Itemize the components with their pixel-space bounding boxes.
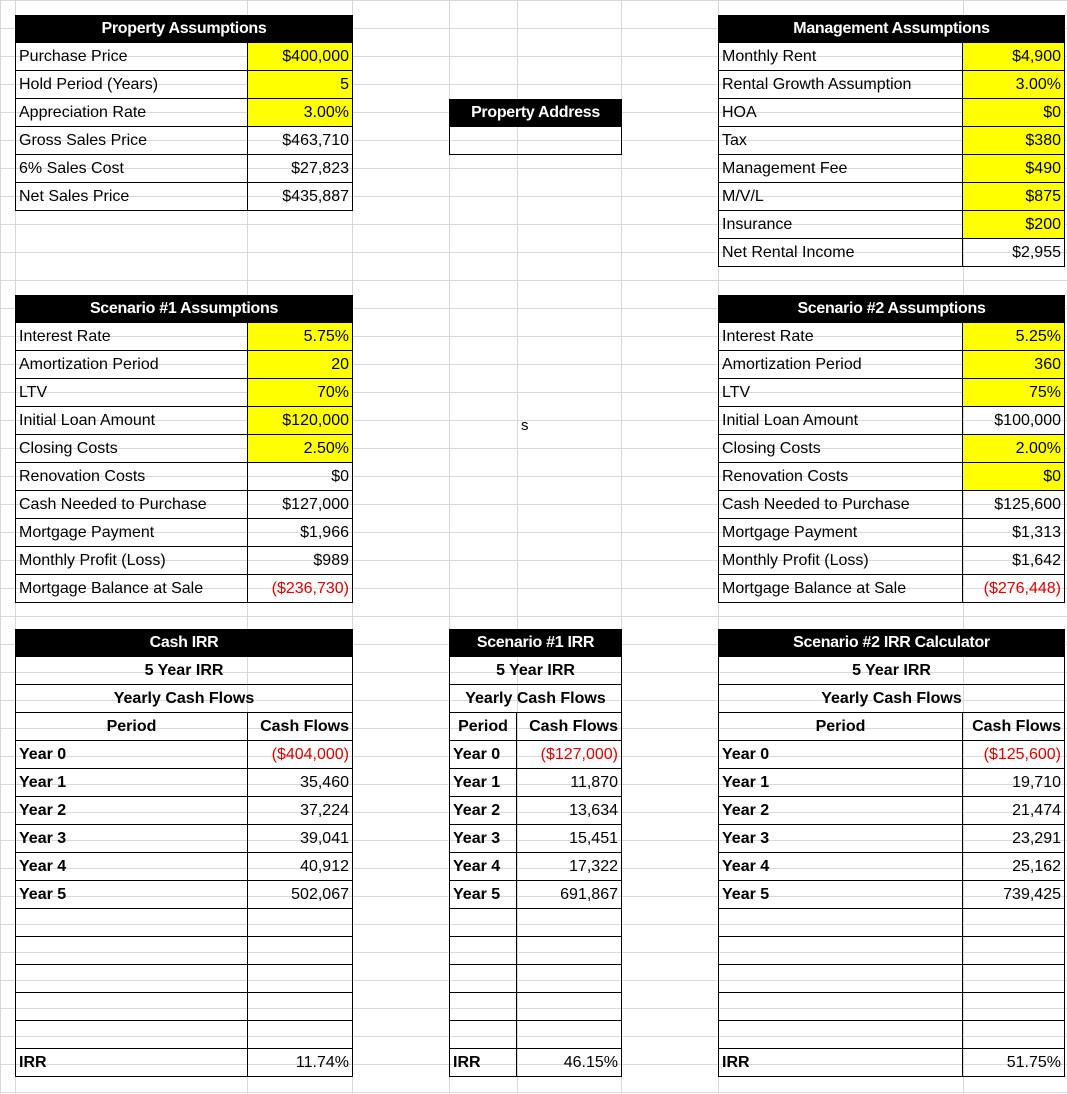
management-assumptions-row: [718, 155, 1065, 183]
input-cell[interactable]: $200: [963, 211, 1065, 239]
cash-flow-cell[interactable]: 39,041: [248, 825, 353, 853]
input-cell[interactable]: 2.50%: [248, 435, 353, 463]
scenario1-assumptions-row: [15, 351, 353, 379]
input-cell[interactable]: 3.00%: [963, 71, 1065, 99]
empty-cell[interactable]: [718, 1021, 963, 1049]
input-cell[interactable]: 360: [963, 351, 1065, 379]
row-label: Mortgage Payment: [718, 519, 963, 547]
scenario2-assumptions-row: [718, 435, 1065, 463]
empty-row: [718, 1021, 1065, 1049]
row-label: Monthly Profit (Loss): [718, 547, 963, 575]
empty-row: [15, 937, 353, 965]
property-assumptions-header: Property Assumptions: [15, 15, 353, 43]
cash-flow-cell[interactable]: 11,870: [517, 769, 622, 797]
empty-cell[interactable]: [449, 937, 517, 965]
row-label: LTV: [718, 379, 963, 407]
empty-cell[interactable]: [517, 993, 622, 1021]
empty-row: [449, 1021, 622, 1049]
col-cash-flows-header: Cash Flows: [963, 713, 1065, 741]
empty-row: [449, 909, 622, 937]
row-label: Mortgage Payment: [15, 519, 248, 547]
cash-flow-row: [718, 741, 1065, 769]
period-cell: Year 1: [718, 769, 963, 797]
cash-flow-row: [449, 881, 622, 909]
empty-cell[interactable]: [963, 937, 1065, 965]
scenario2-assumptions-row: [718, 575, 1065, 603]
empty-cell[interactable]: [15, 1021, 248, 1049]
cash-flow-cell[interactable]: 691,867: [517, 881, 622, 909]
period-cell: Year 5: [449, 881, 517, 909]
scenario2-assumptions-row: [718, 351, 1065, 379]
input-cell[interactable]: 5: [248, 71, 353, 99]
management-assumptions-header: Management Assumptions: [718, 15, 1065, 43]
cash-flow-cell[interactable]: 15,451: [517, 825, 622, 853]
input-cell[interactable]: $0: [963, 99, 1065, 127]
value-cell[interactable]: $989: [248, 547, 353, 575]
irr-subtitle2: Yearly Cash Flows: [15, 685, 353, 713]
input-cell[interactable]: $120,000: [248, 407, 353, 435]
empty-row: [718, 965, 1065, 993]
empty-cell[interactable]: [248, 993, 353, 1021]
row-label: Renovation Costs: [718, 463, 963, 491]
row-label: Net Sales Price: [15, 183, 248, 211]
cash-flow-row: [718, 853, 1065, 881]
input-cell[interactable]: 2.00%: [963, 435, 1065, 463]
empty-cell[interactable]: [517, 965, 622, 993]
row-label: 6% Sales Cost: [15, 155, 248, 183]
empty-cell[interactable]: [517, 937, 622, 965]
period-cell: Year 0: [718, 741, 963, 769]
period-cell: Year 4: [449, 853, 517, 881]
input-cell[interactable]: 20: [248, 351, 353, 379]
col-period-header: Period: [718, 713, 963, 741]
period-cell: Year 5: [718, 881, 963, 909]
empty-cell[interactable]: [963, 965, 1065, 993]
row-label: Monthly Rent: [718, 43, 963, 71]
row-label: Management Fee: [718, 155, 963, 183]
row-label: LTV: [15, 379, 248, 407]
scenario1-assumptions-row: [15, 435, 353, 463]
value-cell[interactable]: $463,710: [248, 127, 353, 155]
cash-irr-header: Cash IRR: [15, 629, 353, 657]
cash-flow-row: [449, 797, 622, 825]
input-cell[interactable]: 5.25%: [963, 323, 1065, 351]
management-assumptions-row: [718, 183, 1065, 211]
property-assumptions-panel: [15, 15, 353, 211]
col-cash-flows-header: Cash Flows: [248, 713, 353, 741]
empty-cell[interactable]: [449, 909, 517, 937]
scenario1-assumptions-row: [15, 323, 353, 351]
period-cell: Year 1: [449, 769, 517, 797]
input-cell[interactable]: 70%: [248, 379, 353, 407]
empty-cell[interactable]: [15, 965, 248, 993]
empty-row: [449, 993, 622, 1021]
row-label: Mortgage Balance at Sale: [15, 575, 248, 603]
scenario2-assumptions-row: [718, 491, 1065, 519]
period-cell: Year 4: [718, 853, 963, 881]
management-assumptions-row: [718, 211, 1065, 239]
property-assumptions-row: [15, 99, 353, 127]
empty-cell[interactable]: [248, 909, 353, 937]
input-cell[interactable]: 75%: [963, 379, 1065, 407]
cash-flow-cell[interactable]: ($125,600): [963, 741, 1065, 769]
empty-cell[interactable]: [15, 909, 248, 937]
input-cell[interactable]: 3.00%: [248, 99, 353, 127]
cash-flow-cell[interactable]: 19,710: [963, 769, 1065, 797]
empty-row: [718, 993, 1065, 1021]
management-assumptions-panel: [718, 15, 1065, 267]
col-period-header: Period: [15, 713, 248, 741]
row-label: Gross Sales Price: [15, 127, 248, 155]
irr-subtitle: 5 Year IRR: [15, 657, 353, 685]
row-label: Appreciation Rate: [15, 99, 248, 127]
scenario1-assumptions-panel: [15, 295, 353, 603]
row-label: Net Rental Income: [718, 239, 963, 267]
empty-cell[interactable]: [517, 909, 622, 937]
cash-flow-row: [718, 797, 1065, 825]
empty-cell[interactable]: [963, 909, 1065, 937]
scenario1-assumptions-row: [15, 491, 353, 519]
cash-flow-cell[interactable]: 23,291: [963, 825, 1065, 853]
period-cell: Year 3: [15, 825, 248, 853]
irr-result-row: [15, 1049, 353, 1077]
empty-row: [449, 937, 622, 965]
row-label: Amortization Period: [718, 351, 963, 379]
management-assumptions-row: [718, 71, 1065, 99]
cash-flow-row: [15, 825, 353, 853]
value-cell[interactable]: ($236,730): [248, 575, 353, 603]
row-label: Cash Needed to Purchase: [718, 491, 963, 519]
scenario2-assumptions-row: [718, 547, 1065, 575]
irr-value[interactable]: 11.74%: [248, 1049, 353, 1077]
value-cell[interactable]: $100,000: [963, 407, 1065, 435]
empty-cell[interactable]: [718, 937, 963, 965]
scenario1-assumptions-row: [15, 575, 353, 603]
cash-flow-cell[interactable]: 502,067: [248, 881, 353, 909]
empty-cell[interactable]: [449, 993, 517, 1021]
irr-label: IRR: [449, 1049, 517, 1077]
scenario2-irr-panel: [718, 629, 1065, 1077]
period-cell: Year 2: [15, 797, 248, 825]
property-assumptions-row: [15, 127, 353, 155]
row-label: Renovation Costs: [15, 463, 248, 491]
scenario1-assumptions-row: [15, 519, 353, 547]
cash-flow-cell[interactable]: ($404,000): [248, 741, 353, 769]
col-period-header: Period: [449, 713, 517, 741]
cash-flow-row: [449, 769, 622, 797]
empty-cell[interactable]: [963, 1021, 1065, 1049]
cash-flow-row: [15, 853, 353, 881]
empty-cell[interactable]: [15, 993, 248, 1021]
empty-cell[interactable]: [718, 909, 963, 937]
row-label: Amortization Period: [15, 351, 248, 379]
value-cell[interactable]: $1,966: [248, 519, 353, 547]
period-cell: Year 2: [449, 797, 517, 825]
property-assumptions-row: [15, 71, 353, 99]
period-cell: Year 0: [449, 741, 517, 769]
scenario2-assumptions-header: Scenario #2 Assumptions: [718, 295, 1065, 323]
scenario2-irr-header: Scenario #2 IRR Calculator: [718, 629, 1065, 657]
empty-row: [15, 1021, 353, 1049]
scenario1-assumptions-row: [15, 379, 353, 407]
scenario1-assumptions-header: Scenario #1 Assumptions: [15, 295, 353, 323]
input-cell[interactable]: $400,000: [248, 43, 353, 71]
irr-column-headers: [15, 713, 353, 741]
property-assumptions-row: [15, 43, 353, 71]
cash-flow-row: [15, 769, 353, 797]
col-cash-flows-header: Cash Flows: [517, 713, 622, 741]
irr-label: IRR: [15, 1049, 248, 1077]
irr-result-row: [449, 1049, 622, 1077]
input-cell[interactable]: $4,900: [963, 43, 1065, 71]
scenario2-assumptions-row: [718, 407, 1065, 435]
empty-cell[interactable]: [15, 937, 248, 965]
cash-flow-row: [449, 853, 622, 881]
period-cell: Year 3: [718, 825, 963, 853]
cash-flow-row: [15, 797, 353, 825]
management-assumptions-row: [718, 99, 1065, 127]
cash-flow-cell[interactable]: 13,634: [517, 797, 622, 825]
cash-flow-cell[interactable]: 17,322: [517, 853, 622, 881]
value-cell[interactable]: $27,823: [248, 155, 353, 183]
cash-flow-row: [718, 769, 1065, 797]
input-cell[interactable]: $0: [963, 463, 1065, 491]
row-label: Tax: [718, 127, 963, 155]
cash-flow-row: [718, 825, 1065, 853]
row-label: M/V/L: [718, 183, 963, 211]
empty-cell[interactable]: [248, 937, 353, 965]
empty-row: [15, 965, 353, 993]
input-cell[interactable]: 5.75%: [248, 323, 353, 351]
cash-flow-cell[interactable]: 37,224: [248, 797, 353, 825]
value-cell[interactable]: $2,955: [963, 239, 1065, 267]
empty-row: [718, 909, 1065, 937]
irr-column-headers: [449, 713, 622, 741]
irr-subtitle: 5 Year IRR: [449, 657, 622, 685]
management-assumptions-row: [718, 127, 1065, 155]
management-assumptions-row: [718, 43, 1065, 71]
period-cell: Year 3: [449, 825, 517, 853]
cash-flow-cell[interactable]: 35,460: [248, 769, 353, 797]
period-cell: Year 1: [15, 769, 248, 797]
input-cell[interactable]: $490: [963, 155, 1065, 183]
irr-subtitle2: Yearly Cash Flows: [449, 685, 622, 713]
scenario2-assumptions-panel: [718, 295, 1065, 603]
period-cell: Year 5: [15, 881, 248, 909]
input-cell[interactable]: $875: [963, 183, 1065, 211]
cash-flow-row: [449, 741, 622, 769]
row-label: Initial Loan Amount: [15, 407, 248, 435]
empty-cell[interactable]: [963, 993, 1065, 1021]
property-address-input[interactable]: [449, 127, 622, 155]
row-label: Rental Growth Assumption: [718, 71, 963, 99]
row-label: Mortgage Balance at Sale: [718, 575, 963, 603]
scenario1-assumptions-row: [15, 463, 353, 491]
stray-cell-s[interactable]: s: [521, 417, 529, 434]
row-label: Monthly Profit (Loss): [15, 547, 248, 575]
management-assumptions-row: [718, 239, 1065, 267]
empty-cell[interactable]: [517, 1021, 622, 1049]
irr-column-headers: [718, 713, 1065, 741]
input-cell[interactable]: $380: [963, 127, 1065, 155]
property-address-panel: [449, 99, 622, 155]
cash-flow-cell[interactable]: 40,912: [248, 853, 353, 881]
row-label: Purchase Price: [15, 43, 248, 71]
empty-row: [449, 965, 622, 993]
empty-row: [718, 937, 1065, 965]
irr-subtitle: 5 Year IRR: [718, 657, 1065, 685]
row-label: Closing Costs: [718, 435, 963, 463]
property-address-header: Property Address: [449, 99, 622, 127]
property-assumptions-row: [15, 155, 353, 183]
empty-cell[interactable]: [718, 993, 963, 1021]
scenario2-assumptions-row: [718, 379, 1065, 407]
period-cell: Year 4: [15, 853, 248, 881]
cash-flow-row: [15, 881, 353, 909]
scenario2-assumptions-row: [718, 519, 1065, 547]
cash-flow-row: [15, 741, 353, 769]
irr-value[interactable]: 46.15%: [517, 1049, 622, 1077]
empty-row: [15, 993, 353, 1021]
property-assumptions-row: [15, 183, 353, 211]
empty-cell[interactable]: [449, 965, 517, 993]
row-label: HOA: [718, 99, 963, 127]
cash-flow-cell[interactable]: 739,425: [963, 881, 1065, 909]
irr-label: IRR: [718, 1049, 963, 1077]
period-cell: Year 0: [15, 741, 248, 769]
cash-flow-row: [449, 825, 622, 853]
cash-flow-cell[interactable]: 21,474: [963, 797, 1065, 825]
row-label: Interest Rate: [718, 323, 963, 351]
row-label: Closing Costs: [15, 435, 248, 463]
scenario1-assumptions-row: [15, 407, 353, 435]
value-cell[interactable]: $435,887: [248, 183, 353, 211]
irr-value[interactable]: 51.75%: [963, 1049, 1065, 1077]
scenario1-assumptions-row: [15, 547, 353, 575]
value-cell[interactable]: $127,000: [248, 491, 353, 519]
row-label: Hold Period (Years): [15, 71, 248, 99]
empty-cell[interactable]: [449, 1021, 517, 1049]
irr-subtitle2: Yearly Cash Flows: [718, 685, 1065, 713]
cash-flow-cell[interactable]: ($127,000): [517, 741, 622, 769]
period-cell: Year 2: [718, 797, 963, 825]
scenario2-assumptions-row: [718, 323, 1065, 351]
empty-cell[interactable]: [248, 1021, 353, 1049]
cash-flow-row: [718, 881, 1065, 909]
value-cell[interactable]: $1,313: [963, 519, 1065, 547]
scenario2-assumptions-row: [718, 463, 1065, 491]
cash-irr-panel: [15, 629, 353, 1077]
scenario1-irr-header: Scenario #1 IRR: [449, 629, 622, 657]
cash-flow-cell[interactable]: 25,162: [963, 853, 1065, 881]
empty-cell[interactable]: [248, 965, 353, 993]
empty-cell[interactable]: [718, 965, 963, 993]
row-label: Insurance: [718, 211, 963, 239]
value-cell[interactable]: $1,642: [963, 547, 1065, 575]
row-label: Cash Needed to Purchase: [15, 491, 248, 519]
scenario1-irr-panel: [449, 629, 622, 1077]
irr-result-row: [718, 1049, 1065, 1077]
empty-row: [15, 909, 353, 937]
row-label: Interest Rate: [15, 323, 248, 351]
value-cell[interactable]: $125,600: [963, 491, 1065, 519]
row-label: Initial Loan Amount: [718, 407, 963, 435]
value-cell[interactable]: $0: [248, 463, 353, 491]
value-cell[interactable]: ($276,448): [963, 575, 1065, 603]
